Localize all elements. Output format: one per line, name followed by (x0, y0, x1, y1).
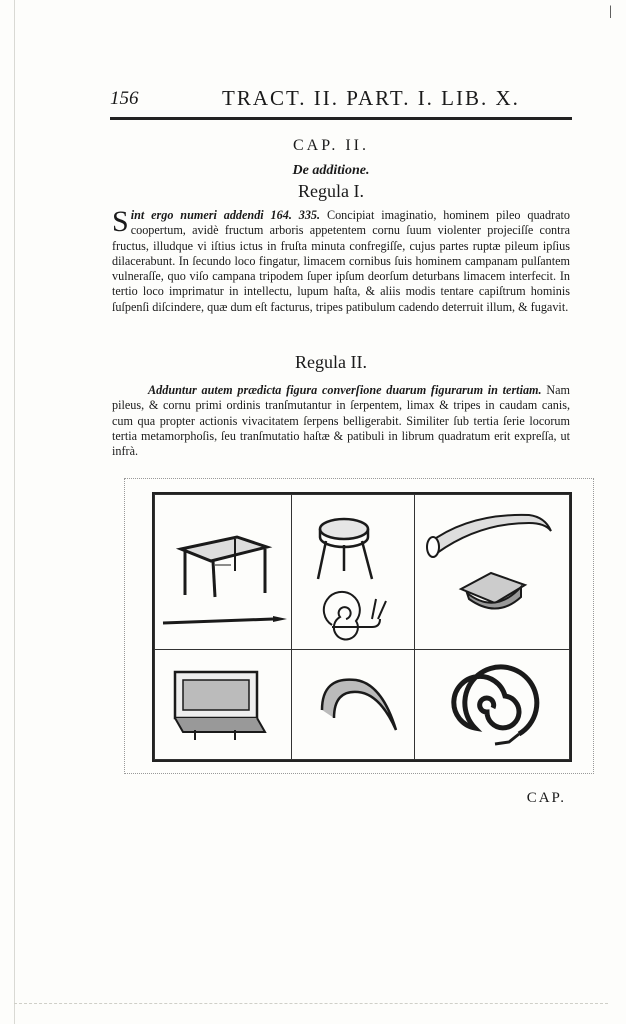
drop-cap: S (112, 205, 129, 238)
chapter-subtitle: De additione. (292, 163, 370, 178)
square-cap-icon (461, 573, 525, 609)
page-bottom-edge (14, 1003, 608, 1004)
figure-cell-1 (154, 494, 292, 650)
figure-cell-4 (154, 649, 292, 760)
regula-1-lead: int ergo numeri addendi 164. 335. (130, 208, 321, 222)
regula-2-heading: Regula II. (295, 352, 367, 372)
regula-2-paragraph (112, 383, 570, 459)
stool-icon (292, 495, 414, 649)
regula-2-lead: Adduntur autem prædicta figura converſione duarum figurarum in tertiam. (148, 383, 542, 397)
spear-icon (163, 616, 287, 623)
figure-cell-3 (414, 494, 570, 650)
running-title: TRACT. II. PART. I. LIB. X. (222, 86, 520, 110)
figure-cell-5 (291, 649, 415, 760)
curled-tail-icon (292, 650, 414, 759)
horn-icon (415, 495, 569, 649)
coiled-serpent-icon (415, 650, 569, 759)
page-number: 156 (110, 88, 139, 109)
figure-cell-6 (414, 649, 570, 760)
gallows-tripod-icon (155, 495, 291, 649)
chapter-title: CAP. II. (292, 137, 369, 154)
emblem-figure (152, 492, 572, 762)
running-header (110, 86, 570, 116)
figure-cell-2 (291, 494, 415, 650)
regula-1-paragraph (112, 205, 571, 315)
header-rule (110, 117, 572, 120)
regula-1-text: Concipiat imaginatio, hominem pileo quadrato coopertum, avidè fructum arboris appetentem cornu ſuum violenter projeciſſe contra fructus, illudque vi iſtius ictus in fruſta minuta confregiſſe, cujus partes ruptæ pileum ipſius dilacerabunt. In ſecundo loco fingatur, limacem cornibus ſuis hominem campanam pulſantem vulneraſſe, quo viſo campana tripodem ſuper ipſum deorſum deturbans limacem interfecit. In tertio loco imprimatur in intellectu, lupum haſta, & aliis modis tentare capiſtrum hominis ſuſpenſi diſcindere, quæ dum eſt facturus, tripes patibulum cadendo deterruit illum, & fugavit. (112, 208, 571, 314)
regula-1-heading: Regula I. (298, 181, 364, 201)
regula-2-text: Nam pileus, & cornu primi ordinis tranſmutantur in ſerpentem, limax & tripes in caudam canis, cum qua propter actionis vivacitatem ſerpens belligerabit. Similiter ſub tertia ſerie locorum tertia metamorphoſis, ſeu tranſmutatio haſtæ & patibuli in librum quadratum erit expreſſa, ut infrà. (112, 383, 571, 459)
corner-mark: | (609, 4, 612, 19)
snail-icon (324, 592, 386, 640)
book-icon (155, 650, 291, 759)
catchword: CAP. (526, 790, 566, 806)
